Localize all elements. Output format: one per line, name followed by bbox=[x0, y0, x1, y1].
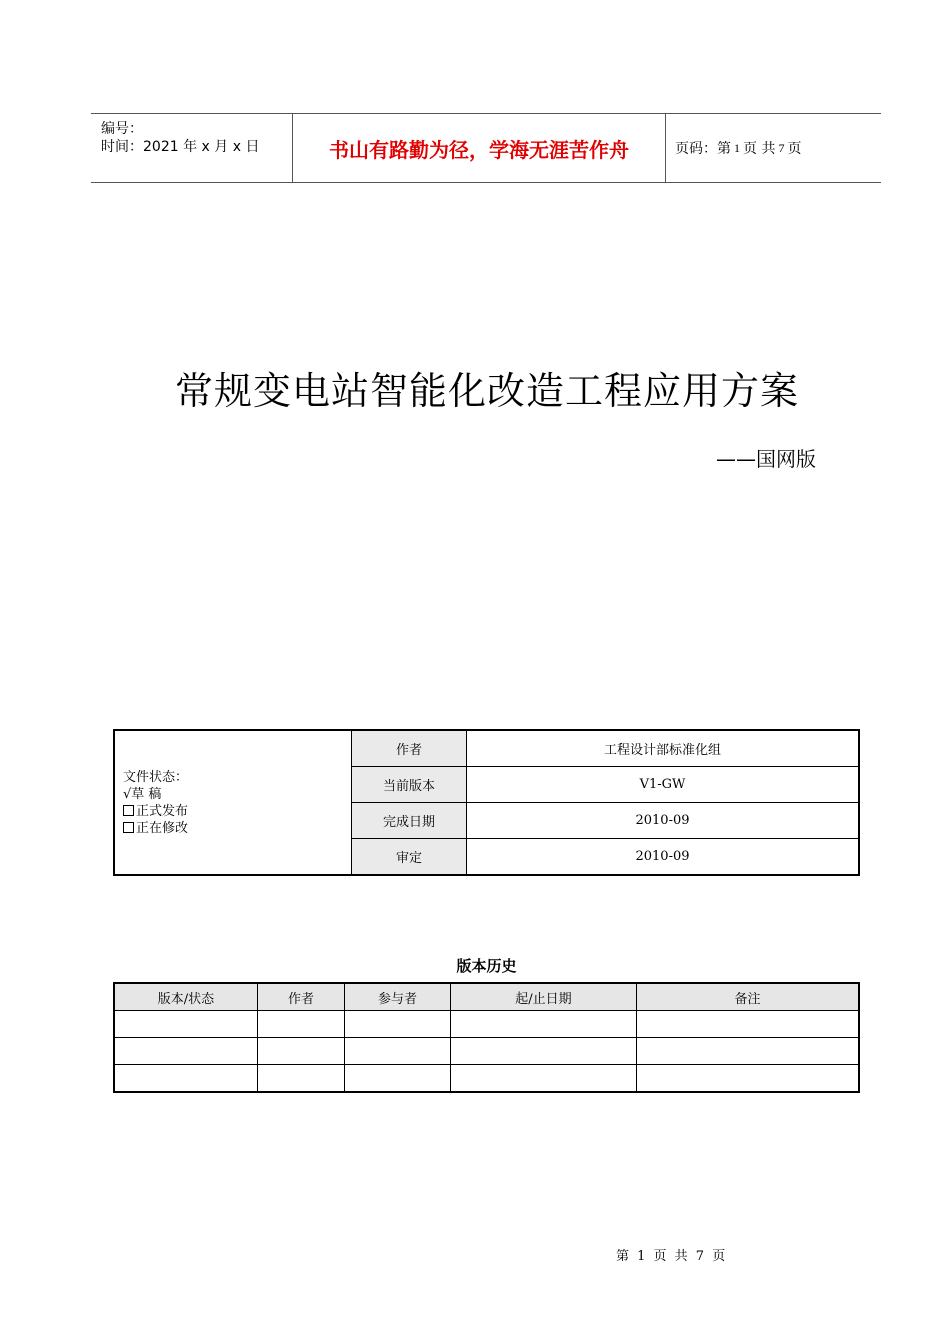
status-option-label: 正在修改 bbox=[136, 820, 189, 836]
table-cell bbox=[637, 1065, 860, 1093]
info-label-completion-date: 完成日期 bbox=[352, 803, 467, 839]
status-option-label: 正式发布 bbox=[136, 803, 189, 819]
table-cell bbox=[451, 1065, 637, 1093]
table-cell bbox=[114, 1011, 258, 1038]
history-col-version: 版本/状态 bbox=[114, 983, 258, 1011]
document-time-label: 时间：2021 年 x 月 x 日 bbox=[101, 139, 260, 155]
table-row bbox=[114, 1065, 859, 1093]
table-row bbox=[114, 1011, 859, 1038]
status-option-revising bbox=[123, 820, 351, 837]
checkmark-icon: √ bbox=[123, 786, 132, 802]
table-cell bbox=[637, 1011, 860, 1038]
page-header bbox=[91, 113, 881, 183]
table-cell bbox=[258, 1065, 345, 1093]
table-cell bbox=[451, 1038, 637, 1065]
status-option-label: 草 稿 bbox=[131, 786, 162, 802]
info-row bbox=[114, 730, 859, 767]
file-status-cell bbox=[114, 730, 352, 875]
checkbox-empty-icon bbox=[123, 805, 134, 816]
status-option-published bbox=[123, 803, 351, 820]
info-value-version: V1-GW bbox=[467, 767, 860, 803]
history-col-author: 作者 bbox=[258, 983, 345, 1011]
history-col-participants: 参与者 bbox=[345, 983, 451, 1011]
header-meta-cell bbox=[91, 114, 293, 182]
page-total: 7 bbox=[778, 140, 785, 155]
table-cell bbox=[637, 1038, 860, 1065]
header-page-indicator bbox=[675, 114, 801, 182]
header-motto: 书山有路勤为径，学海无涯苦作舟 bbox=[329, 137, 629, 162]
document-title: 常规变电站智能化改造工程应用方案 bbox=[175, 369, 800, 413]
info-label-author: 作者 bbox=[352, 730, 467, 767]
table-cell bbox=[114, 1065, 258, 1093]
info-value-author: 工程设计部标准化组 bbox=[467, 730, 860, 767]
document-number-label: 编号： bbox=[101, 121, 143, 137]
checkbox-empty-icon bbox=[123, 822, 134, 833]
table-cell bbox=[258, 1038, 345, 1065]
page-mid: 页 共 bbox=[743, 141, 776, 157]
page-footer: 第 1 页 共 7 页 bbox=[616, 1249, 726, 1264]
history-header-row bbox=[114, 983, 859, 1011]
document-info-table bbox=[113, 729, 860, 876]
table-cell bbox=[345, 1065, 451, 1093]
table-row bbox=[114, 1038, 859, 1065]
version-history-title: 版本历史 bbox=[456, 957, 517, 975]
file-status-label: 文件状态： bbox=[123, 769, 189, 785]
status-option-draft bbox=[123, 786, 351, 803]
table-cell bbox=[345, 1038, 451, 1065]
table-cell bbox=[345, 1011, 451, 1038]
page-current: 1 bbox=[734, 140, 740, 155]
table-cell bbox=[114, 1038, 258, 1065]
table-cell bbox=[451, 1011, 637, 1038]
version-history-table bbox=[113, 982, 860, 1093]
table-cell bbox=[258, 1011, 345, 1038]
page-prefix: 页码：第 bbox=[675, 141, 731, 157]
header-motto-cell bbox=[293, 114, 666, 182]
page-suffix: 页 bbox=[787, 141, 802, 157]
info-value-completion-date: 2010-09 bbox=[467, 803, 860, 839]
document-subtitle: ——国网版 bbox=[716, 447, 816, 471]
history-col-notes: 备注 bbox=[637, 983, 860, 1011]
info-label-approval: 审定 bbox=[352, 839, 467, 876]
info-label-version: 当前版本 bbox=[352, 767, 467, 803]
info-value-approval: 2010-09 bbox=[467, 839, 860, 876]
history-col-dates: 起/止日期 bbox=[451, 983, 637, 1011]
